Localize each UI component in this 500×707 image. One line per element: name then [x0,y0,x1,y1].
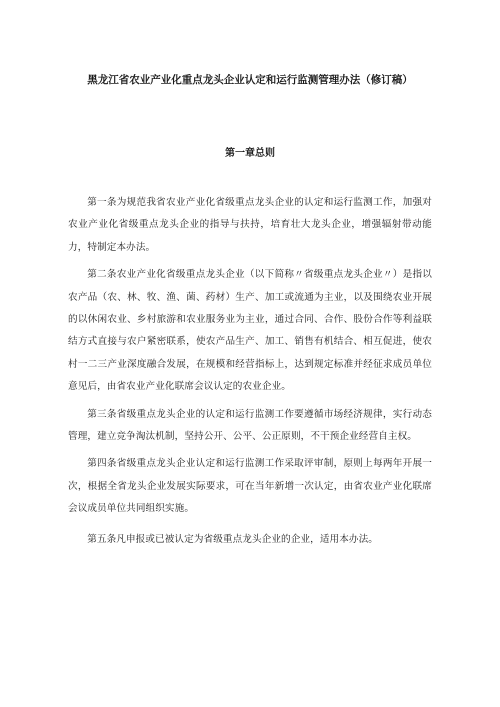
article-paragraph-5: 第五条凡申报或已被认定为省级重点龙头企业的企业，适用本办法。 [87,533,378,545]
document-title: 黑龙江省农业产业化重点龙头企业认定和运行监测管理办法（修订稿） [87,74,413,86]
article-paragraph-3: 第三条省级重点龙头企业的认定和运行监测工作要遵循市场经济规律，实行动态管理，建立竞争淘汰机制，坚持公开、公平、公正原则，不干预企业经营自主权。 [68,408,432,443]
article-paragraph-4: 第四条省级重点龙头企业认定和运行监测工作采取评审制，原则上每两年开展一次，根据全省龙头企业发展实际要求，可在当年新增一次认定，由省农业产业化联席会议成员单位共同组织实施。 [68,458,432,515]
article-paragraph-1: 第一条为规范我省农业产业化省级重点龙头企业的认定和运行监测工作，加强对农业产业化省级重点龙头企业的指导与扶持，培育壮大龙头企业，增强辐射带动能力，特制定本办法。 [68,197,432,253]
chapter-title: 第一章总则 [225,148,275,159]
article-paragraph-2: 第二条农业产业化省级重点龙头企业（以下简称〃省级重点龙头企业〃）是指以农产品（农、林、牧、渔、菌、药材）生产、加工或流通为主业，以及围绕农业开展的以休闲农业、乡村旅游和农业服务业为主业，通过合同、合作、股份合作等利益联结方式直接与农户紧密联系，使农产品生产、加工、销售有机结合、相互促进，使农村一二三产业深度融合发展，在规模和经营指标上，达到规定标准并经征求成员单位意见后，由省农业产业化联席会议认定的农业企业。 [68,269,432,393]
